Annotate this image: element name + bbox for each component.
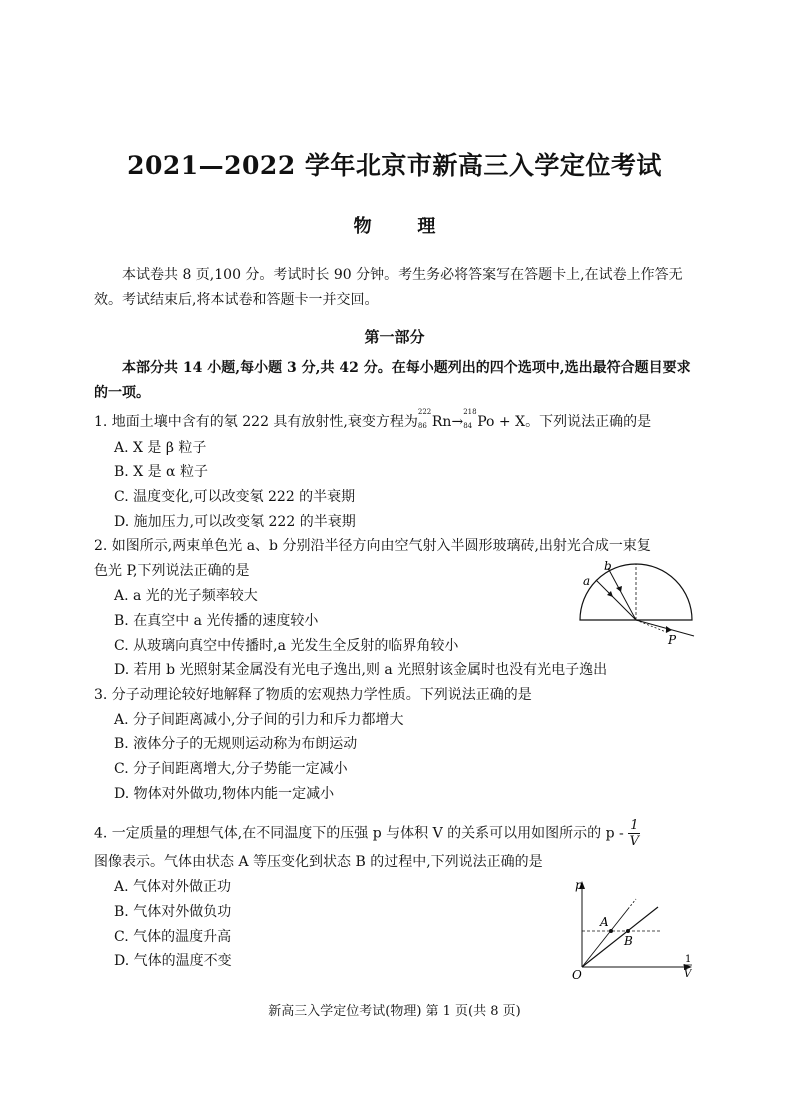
q2-option-a: A. a 光的光子频率较大 xyxy=(114,588,258,604)
question-2-stem-line1: 2. 如图所示,两束单色光 a、b 分别沿半径方向由空气射入半圆形玻璃砖,出射光合成一束复 xyxy=(94,538,651,554)
label-a: a xyxy=(583,574,591,588)
radon-nuclide xyxy=(417,408,464,431)
q2-option-d: D. 若用 b 光照射某金属没有光电子逸出,则 a 光照射该金属时也没有光电子逸出 xyxy=(114,662,608,678)
fraction-denominator: V xyxy=(629,834,640,849)
axis-label-p: p xyxy=(575,878,583,892)
q1-option-d: D. 施加压力,可以改变氡 222 的半衰期 xyxy=(114,514,356,530)
question-4-stem-line2: 图像表示。气体由状态 A 等压变化到状态 B 的过程中,下列说法正确的是 xyxy=(94,854,543,870)
label-b: b xyxy=(604,560,612,573)
point-a xyxy=(609,929,613,933)
ray-b xyxy=(608,568,636,620)
label-state-b: B xyxy=(624,934,633,948)
po-atomic-number: 84 xyxy=(463,422,473,430)
po-mass-number: 218 xyxy=(463,408,477,416)
q1-option-a: A. X 是 β 粒子 xyxy=(114,440,207,456)
ray-p-dashed xyxy=(636,620,666,632)
q1-option-c: C. 温度变化,可以改变氡 222 的半衰期 xyxy=(114,489,356,505)
q1-stem-text: 1. 地面土壤中含有的氡 222 具有放射性,衰变方程为 xyxy=(94,414,418,430)
q3-option-a: A. 分子间距离减小,分子间的引力和斥力都增大 xyxy=(114,712,404,728)
q1-stem-end: 。下列说法正确的是 xyxy=(525,414,652,430)
isotherm-line-2-ext xyxy=(628,899,636,909)
rn-mass-number: 222 xyxy=(417,408,432,416)
q2-option-c: C. 从玻璃向真空中传播时,a 光发生全反射的临界角较小 xyxy=(114,638,459,654)
fraction-numerator: 1 xyxy=(630,818,639,833)
q2-option-b: B. 在真空中 a 光传播的速度较小 xyxy=(114,613,319,629)
axis-x-denominator: V xyxy=(684,969,692,980)
q4-option-a: A. 气体对外做正功 xyxy=(114,879,232,895)
question-1-stem xyxy=(94,408,652,431)
polonium-nuclide xyxy=(463,408,526,431)
q4-option-c: C. 气体的温度升高 xyxy=(114,929,232,945)
ray-p-arrow-icon xyxy=(666,626,672,633)
q4-option-d: D. 气体的温度不变 xyxy=(114,953,232,969)
q1-option-b: B. X 是 α 粒子 xyxy=(114,464,208,480)
exam-instructions: 本试卷共 8 页,100 分。考试时长 90 分钟。考生务必将答案写在答题卡上,在试卷上作答无效。考试结束后,将本试卷和答题卡一并交回。 xyxy=(94,267,683,308)
one-over-v-fraction xyxy=(628,818,640,849)
ray-p xyxy=(636,620,694,636)
q4-option-b: B. 气体对外做负功 xyxy=(114,904,232,920)
p-inverse-v-graph xyxy=(562,875,702,985)
part-description: 本部分共 14 小题,每小题 3 分,共 42 分。在每小题列出的四个选项中,选出最符合题目要求的一项。 xyxy=(94,360,691,401)
q3-option-b: B. 液体分子的无规则运动称为布朗运动 xyxy=(114,736,358,752)
rn-atomic-number: 86 xyxy=(417,422,427,430)
isotherm-line-1 xyxy=(582,907,658,967)
question-4-stem-line1 xyxy=(94,818,640,849)
origin-label: O xyxy=(572,968,582,982)
page-title: 2021—2022 学年北京市新高三入学定位考试 xyxy=(127,151,662,180)
page-footer: 新高三入学定位考试(物理) 第 1 页(共 8 页) xyxy=(268,1004,521,1019)
ray-b-arrow-icon xyxy=(616,586,622,592)
label-p: P xyxy=(668,633,677,647)
rn-symbol: Rn→ xyxy=(431,414,464,430)
ray-a xyxy=(596,580,636,620)
po-symbol: Po + X xyxy=(477,414,526,430)
semicircle-glass-figure xyxy=(570,560,700,650)
question-3-stem: 3. 分子动理论较好地解释了物质的宏观热力学性质。下列说法正确的是 xyxy=(94,687,532,703)
q4-stem-text: 4. 一定质量的理想气体,在不同温度下的压强 p 与体积 V 的关系可以用如图所示的 p - xyxy=(94,825,624,842)
q3-option-c: C. 分子间距离增大,分子势能一定减小 xyxy=(114,761,348,777)
question-2-stem-line2: 色光 P,下列说法正确的是 xyxy=(94,563,250,579)
subject-heading: 物 理 xyxy=(353,216,436,237)
part-title: 第一部分 xyxy=(364,328,425,346)
label-state-a: A xyxy=(600,915,609,929)
axis-x-numerator: 1 xyxy=(685,954,692,965)
q3-option-d: D. 物体对外做功,物体内能一定减小 xyxy=(114,786,335,802)
point-b xyxy=(626,929,630,933)
